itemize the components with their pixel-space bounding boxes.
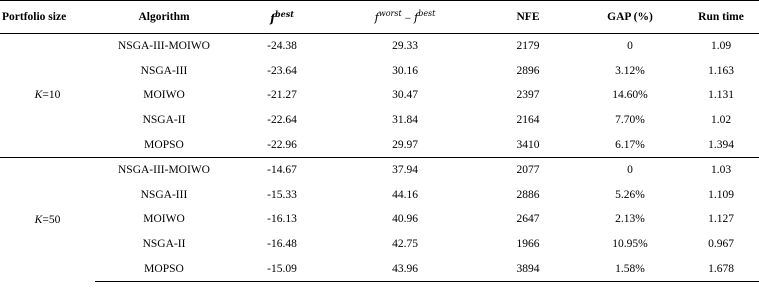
cell-gap: 0 bbox=[577, 157, 683, 182]
table-row bbox=[0, 59, 759, 84]
cell-gap: 6.17% bbox=[615, 138, 645, 151]
cell-nfe: 1966 bbox=[516, 238, 540, 251]
cell-f-diff: 44.16 bbox=[392, 188, 418, 201]
cell-nfe: 2896 bbox=[516, 64, 540, 77]
cell-nfe: 3894 bbox=[479, 256, 577, 281]
table-row bbox=[0, 83, 759, 108]
cell-f-diff: 40.96 bbox=[392, 213, 418, 226]
cell-algorithm: MOIWO bbox=[143, 89, 185, 102]
cell-algorithm: MOPSO bbox=[95, 256, 233, 281]
cell-f-best: -14.67 bbox=[233, 157, 331, 182]
table-row bbox=[0, 256, 759, 281]
cell-f-best: -16.13 bbox=[267, 213, 297, 226]
cell-f-diff: 30.47 bbox=[392, 89, 418, 102]
cell-f-best: -24.38 bbox=[233, 34, 331, 59]
cell-nfe: 2886 bbox=[516, 188, 540, 201]
header-row bbox=[0, 1, 759, 34]
cell-algorithm: NSGA-III-MOIWO bbox=[95, 157, 233, 182]
cell-runtime: 0.967 bbox=[708, 238, 734, 251]
cell-runtime: 1.09 bbox=[683, 34, 759, 59]
cell-gap: 10.95% bbox=[612, 238, 648, 251]
cell-gap: 14.60% bbox=[612, 89, 648, 102]
cell-nfe: 2397 bbox=[516, 89, 540, 102]
header-nfe: NFE bbox=[479, 1, 577, 34]
cell-gap: 1.58% bbox=[577, 256, 683, 281]
cell-f-diff: 29.97 bbox=[392, 138, 418, 151]
cell-runtime: 1.109 bbox=[708, 188, 734, 201]
table-row bbox=[0, 157, 759, 182]
cell-algorithm: NSGA-II bbox=[142, 114, 186, 127]
cell-f-best: -23.64 bbox=[267, 64, 297, 77]
cell-nfe: 3410 bbox=[516, 138, 540, 151]
portfolio-size-label: K=10 bbox=[0, 34, 95, 158]
cell-runtime: 1.127 bbox=[708, 213, 734, 226]
cell-gap: 2.13% bbox=[615, 213, 645, 226]
cell-algorithm: NSGA-II bbox=[142, 238, 186, 251]
cell-gap: 0 bbox=[577, 34, 683, 59]
portfolio-size-label: K=50 bbox=[0, 157, 95, 281]
cell-runtime: 1.394 bbox=[708, 138, 734, 151]
cell-runtime: 1.131 bbox=[708, 89, 734, 102]
table-row bbox=[0, 207, 759, 232]
cell-gap: 5.26% bbox=[615, 188, 645, 201]
table-row bbox=[0, 108, 759, 133]
cell-nfe: 2647 bbox=[516, 213, 540, 226]
cell-f-diff: 30.16 bbox=[392, 64, 418, 77]
table-row bbox=[0, 232, 759, 257]
cell-nfe: 2077 bbox=[479, 157, 577, 182]
cell-f-best: -22.96 bbox=[267, 138, 297, 151]
cell-algorithm: MOIWO bbox=[143, 213, 185, 226]
cell-runtime: 1.163 bbox=[708, 64, 734, 77]
cell-f-diff: 43.96 bbox=[331, 256, 479, 281]
cell-nfe: 2179 bbox=[479, 34, 577, 59]
header-algorithm: Algorithm bbox=[95, 1, 233, 34]
cell-gap: 3.12% bbox=[615, 64, 645, 77]
cell-algorithm: NSGA-III bbox=[140, 64, 188, 77]
cell-f-diff: 29.33 bbox=[331, 34, 479, 59]
cell-f-best: -15.33 bbox=[267, 188, 297, 201]
cell-runtime: 1.02 bbox=[710, 114, 732, 127]
header-f-diff: $f^{worst} - f^{best}$ bbox=[331, 1, 479, 34]
cell-algorithm: NSGA-III-MOIWO bbox=[95, 34, 233, 59]
cell-f-diff: 42.75 bbox=[392, 238, 418, 251]
cell-runtime: 1.678 bbox=[683, 256, 759, 281]
cell-f-best: -21.27 bbox=[267, 89, 297, 102]
cell-algorithm: MOPSO bbox=[144, 138, 184, 151]
cell-f-best: -15.09 bbox=[233, 256, 331, 281]
header-portfolio-size: Portfolio size bbox=[0, 1, 95, 34]
table-row bbox=[0, 34, 759, 59]
cell-nfe: 2164 bbox=[516, 114, 540, 127]
cell-gap: 7.70% bbox=[615, 114, 645, 127]
header-gap: GAP (%) bbox=[577, 1, 683, 34]
cell-f-diff: 37.94 bbox=[331, 157, 479, 182]
header-f-best: $f^{best}$ bbox=[233, 1, 331, 34]
header-runtime: Run time bbox=[683, 1, 759, 34]
cell-algorithm: NSGA-III bbox=[140, 188, 188, 201]
cell-runtime: 1.03 bbox=[683, 157, 759, 182]
table-row bbox=[0, 183, 759, 208]
cell-f-diff: 31.84 bbox=[392, 114, 418, 127]
table-row bbox=[0, 132, 759, 157]
cell-f-best: -16.48 bbox=[267, 238, 297, 251]
cell-f-best: -22.64 bbox=[267, 114, 297, 127]
table-body bbox=[0, 34, 759, 282]
